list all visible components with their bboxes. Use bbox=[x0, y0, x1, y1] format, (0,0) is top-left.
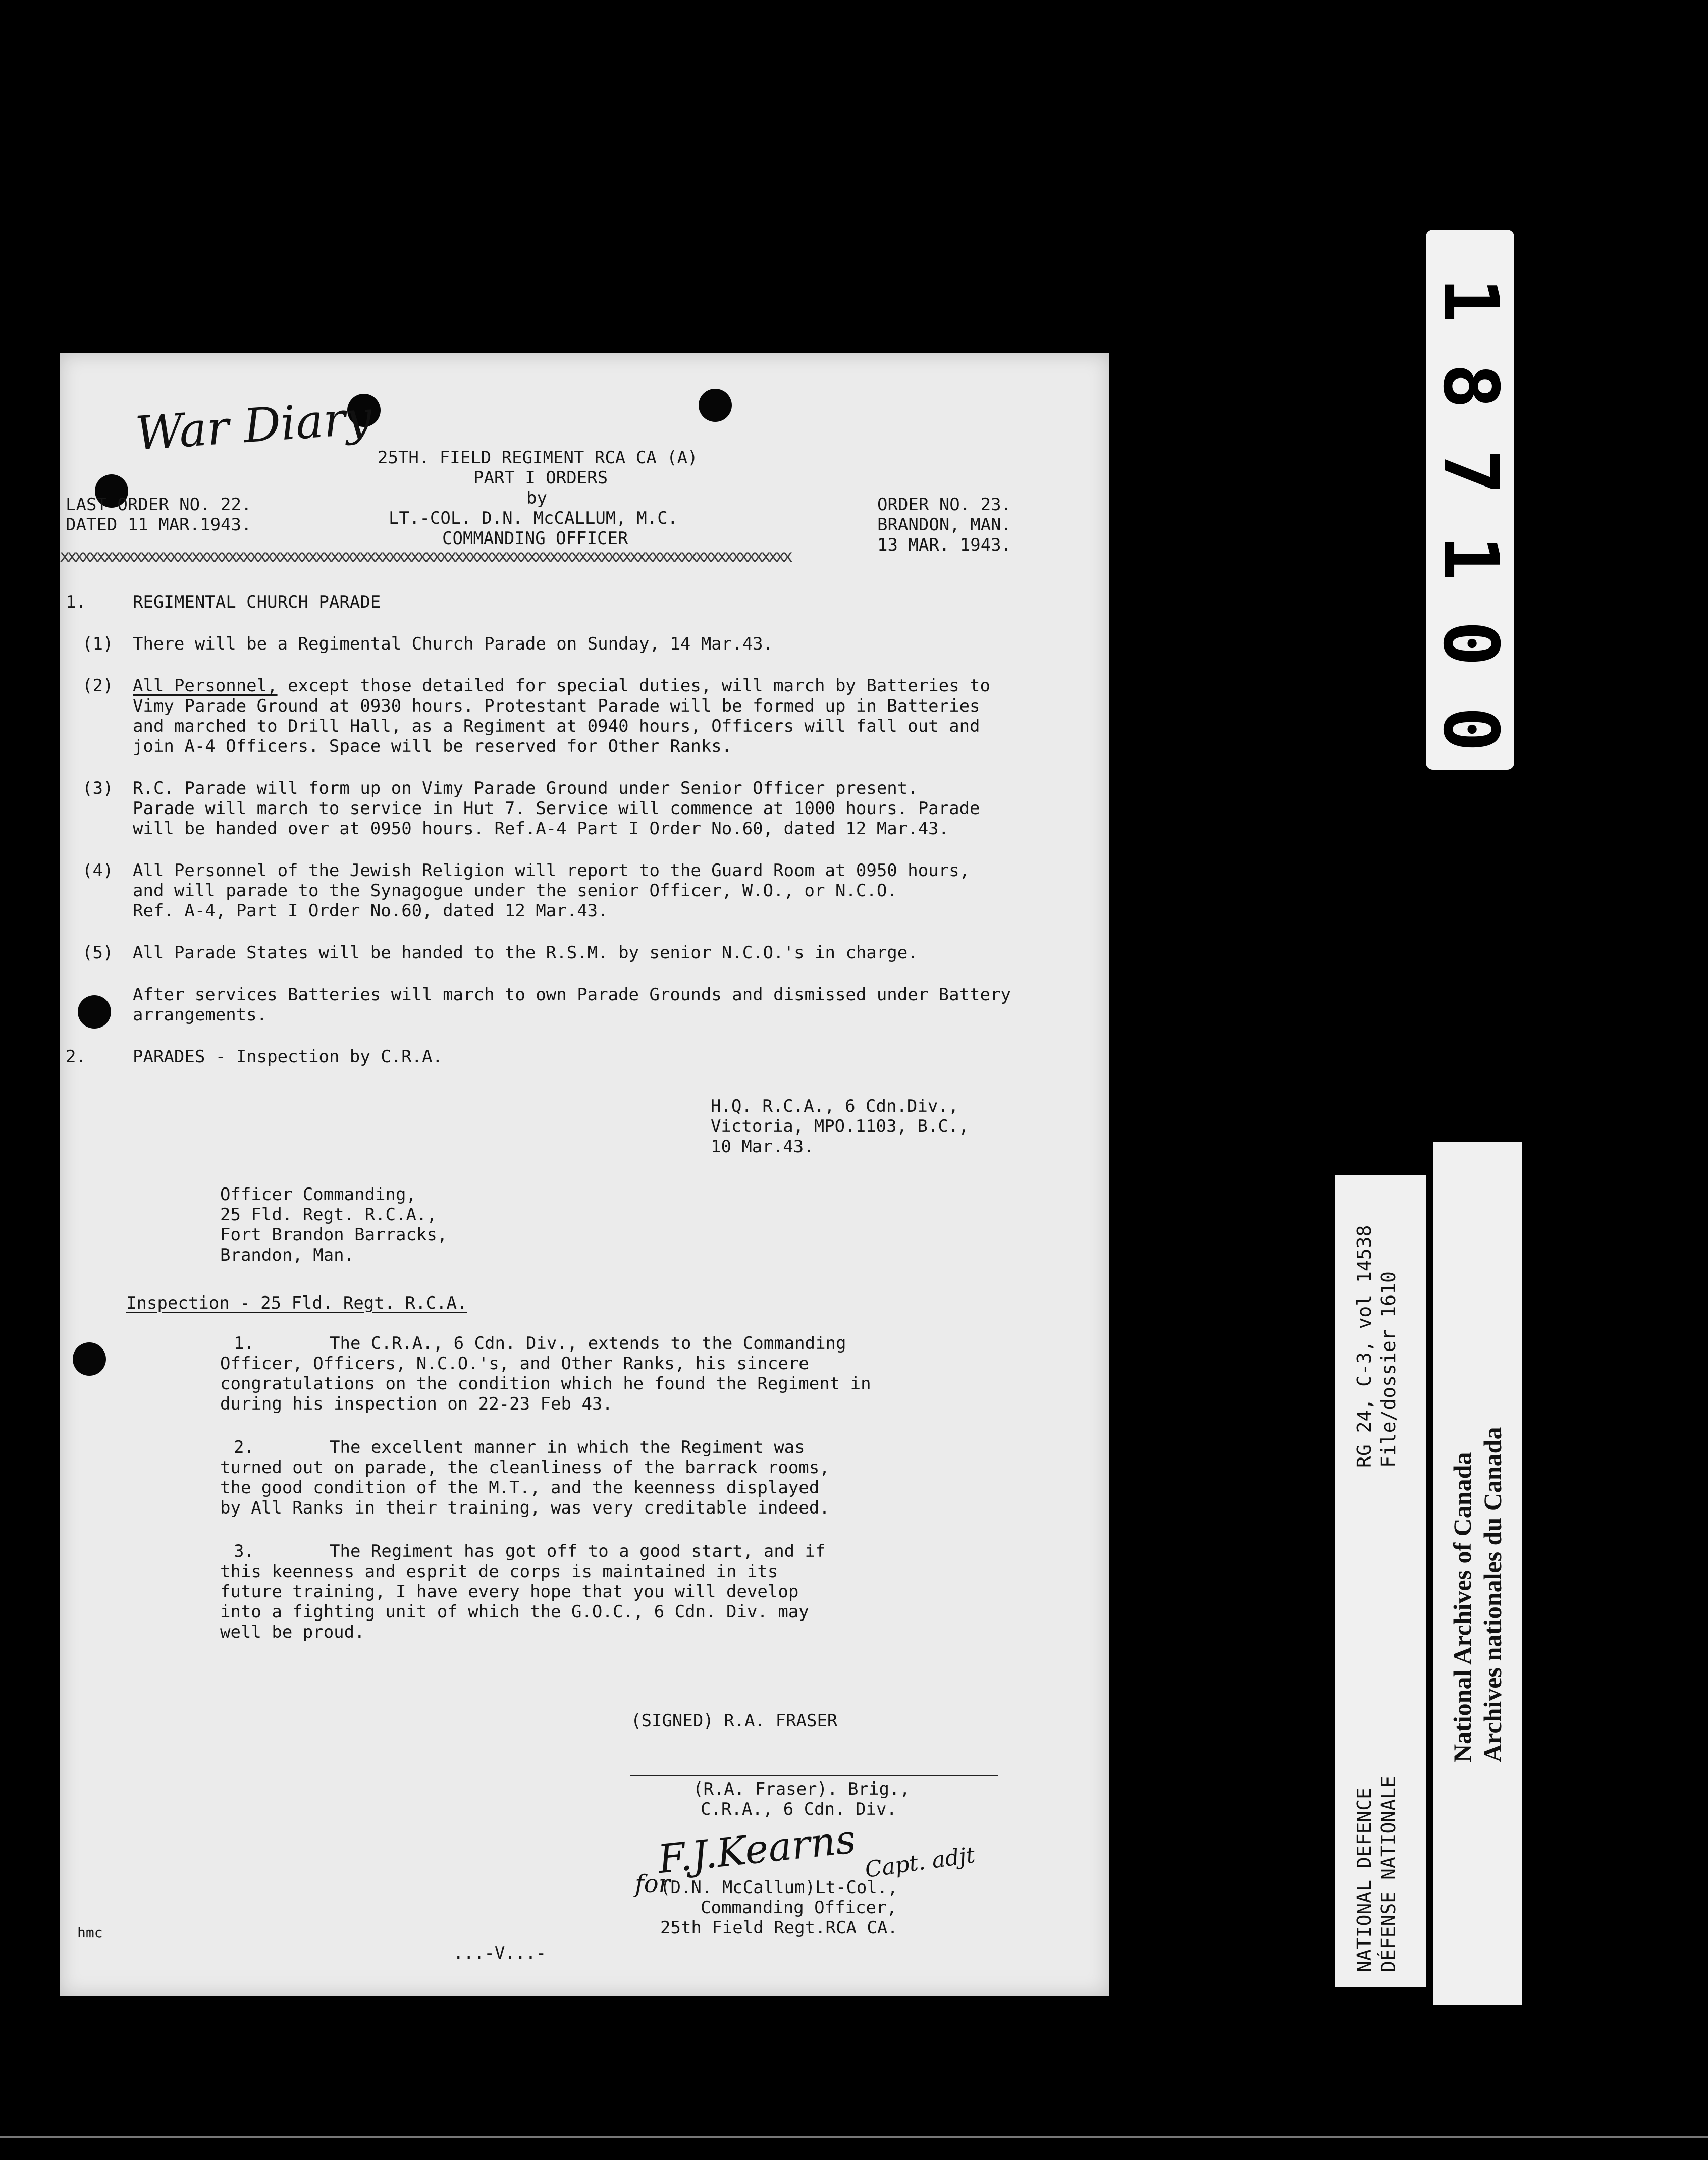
commander-signature-line: (D.N. McCallum)Lt-Col., bbox=[660, 1877, 898, 1898]
paragraph-line: The excellent manner in which the Regiment was bbox=[330, 1437, 805, 1457]
letter-from-line: 10 Mar.43. bbox=[711, 1137, 814, 1157]
item-text-line bbox=[133, 676, 990, 696]
paragraph-line: turned out on parade, the cleanliness of the barrack rooms, bbox=[220, 1457, 830, 1478]
paragraph-number: 3. bbox=[234, 1541, 254, 1561]
paragraph-number: 2. bbox=[234, 1437, 254, 1457]
section-number: 2. bbox=[66, 1047, 86, 1067]
last-order-date: DATED 11 MAR.1943. bbox=[66, 515, 252, 535]
letter-from-line: H.Q. R.C.A., 6 Cdn.Div., bbox=[711, 1096, 959, 1116]
handwritten-annotation: Capt. adjt bbox=[863, 1842, 977, 1883]
commander-name: LT.-COL. D.N. McCALLUM, M.C. bbox=[389, 508, 678, 528]
underlined-text: All Personnel, bbox=[133, 676, 278, 696]
letter-to-line: Brandon, Man. bbox=[220, 1245, 355, 1265]
item-number: (3) bbox=[82, 778, 114, 798]
paragraph-line: during his inspection on 22-23 Feb 43. bbox=[220, 1394, 613, 1414]
footer-mark: ...-V...- bbox=[453, 1943, 547, 1963]
paragraph-line: congratulations on the condition which he found the Regiment in bbox=[220, 1374, 871, 1394]
paragraph-line: the good condition of the M.T., and the keenness displayed bbox=[220, 1478, 820, 1498]
stamp-digit: 1 bbox=[1426, 534, 1514, 581]
item-text-line: will be handed over at 0950 hours. Ref.A-4 Part I Order No.60, dated 12 Mar.43. bbox=[133, 819, 949, 839]
separator-row: xxxxxxxxxxxxxxxxxxxxxxxxxxxxxxxxxxxxxxxxxxxxxxxxxxxxxxxxxxxxxxxxxxxxxxxxxxxxxxxxxxxxxxxxxxxxxxxxxxxx bbox=[60, 548, 790, 565]
typist-initials: hmc bbox=[77, 1924, 103, 1941]
paragraph-line: The Regiment has got off to a good start, and if bbox=[330, 1541, 826, 1561]
defence-label-line: DÉFENSE NATIONALE bbox=[1377, 1776, 1400, 1972]
paragraph-line: by All Ranks in their training, was very creditable indeed. bbox=[220, 1498, 830, 1518]
stamp-digit: 1 bbox=[1426, 277, 1514, 323]
handwritten-title: War Diary bbox=[133, 390, 373, 461]
item-number: (5) bbox=[82, 943, 114, 963]
paragraph-number: 1. bbox=[234, 1333, 254, 1354]
archives-name-line: Archives nationales du Canada bbox=[1478, 1427, 1507, 1762]
defence-label-line: NATIONAL DEFENCE bbox=[1353, 1787, 1375, 1972]
item-text-line: Ref. A-4, Part I Order No.60, dated 12 Mar.43. bbox=[133, 901, 608, 921]
item-text: except those detailed for special duties, will march by Batteries to bbox=[277, 676, 990, 696]
order-date: 13 MAR. 1943. bbox=[877, 535, 1012, 555]
stamp-digit: 0 bbox=[1426, 620, 1514, 667]
letter-to-line: 25 Fld. Regt. R.C.A., bbox=[220, 1205, 437, 1225]
item-text-line: Parade will march to service in Hut 7. Service will commence at 1000 hours. Parade bbox=[133, 798, 980, 819]
handwritten-signature: F.J.Kearns bbox=[656, 1816, 858, 1883]
item-text-line: arrangements. bbox=[133, 1005, 268, 1025]
item-text-line: and will parade to the Synagogue under the senior Officer, W.O., or N.C.O. bbox=[133, 881, 897, 901]
commander-role: COMMANDING OFFICER bbox=[442, 528, 628, 549]
section-heading: REGIMENTAL CHURCH PARADE bbox=[133, 592, 381, 612]
signed-line: (SIGNED) R.A. FRASER bbox=[631, 1711, 838, 1731]
paragraph-line: Officer, Officers, N.C.O.'s, and Other Ranks, his sincere bbox=[220, 1354, 809, 1374]
item-number: (4) bbox=[82, 860, 114, 881]
archives-name-line: National Archives of Canada bbox=[1448, 1452, 1476, 1762]
item-number: (1) bbox=[82, 634, 114, 654]
orders-title: PART I ORDERS bbox=[473, 468, 608, 488]
paragraph-line: future training, I have every hope that you will develop bbox=[220, 1582, 799, 1602]
paragraph-line: into a fighting unit of which the G.O.C., 6 Cdn. Div. may bbox=[220, 1602, 809, 1622]
frame-number-stamp bbox=[1426, 230, 1514, 770]
item-text-line: join A-4 Officers. Space will be reserved for Other Ranks. bbox=[133, 736, 732, 757]
stamp-digit: 0 bbox=[1426, 706, 1514, 752]
item-text-line: There will be a Regimental Church Parade on Sunday, 14 Mar.43. bbox=[133, 634, 774, 654]
by-label: by bbox=[526, 488, 547, 508]
stamp-digit: 7 bbox=[1426, 449, 1514, 495]
letter-subject: Inspection - 25 Fld. Regt. R.C.A. bbox=[126, 1293, 467, 1313]
letter-from-line: Victoria, MPO.1103, B.C., bbox=[711, 1116, 969, 1137]
item-text-line: All Parade States will be handed to the R.S.M. by senior N.C.O.'s in charge. bbox=[133, 943, 918, 963]
document-page bbox=[60, 353, 1109, 1996]
commander-signature-line: Commanding Officer, bbox=[701, 1898, 897, 1918]
archive-reference-label bbox=[1335, 1175, 1426, 1987]
signature-block-line: C.R.A., 6 Cdn. Div. bbox=[701, 1799, 897, 1819]
item-number: (2) bbox=[82, 676, 114, 696]
paragraph-line: well be proud. bbox=[220, 1622, 365, 1642]
stamp-digit: 8 bbox=[1426, 363, 1514, 409]
punch-hole bbox=[78, 995, 111, 1029]
archive-ref-line: RG 24, C-3, vol 14538 bbox=[1353, 1225, 1375, 1468]
item-text-line: and marched to Drill Hall, as a Regiment at 0940 hours, Officers will fall out and bbox=[133, 716, 980, 736]
letter-to-line: Fort Brandon Barracks, bbox=[220, 1225, 448, 1245]
signature-block-line: (R.A. Fraser). Brig., bbox=[693, 1779, 910, 1799]
signature-rule bbox=[630, 1775, 998, 1776]
order-place: BRANDON, MAN. bbox=[877, 515, 1012, 535]
letter-to-line: Officer Commanding, bbox=[220, 1184, 416, 1205]
item-text-line: After services Batteries will march to own Parade Grounds and dismissed under Battery bbox=[133, 985, 1011, 1005]
item-text-line: R.C. Parade will form up on Vimy Parade Ground under Senior Officer present. bbox=[133, 778, 918, 798]
bottom-border-line bbox=[0, 2136, 1708, 2138]
punch-hole bbox=[699, 389, 732, 422]
handwritten-for: for bbox=[635, 1870, 670, 1898]
regiment-title: 25TH. FIELD REGIMENT RCA CA (A) bbox=[378, 448, 698, 468]
commander-signature-line: 25th Field Regt.RCA CA. bbox=[660, 1918, 898, 1938]
archive-ref-line: File/dossier 1610 bbox=[1377, 1271, 1400, 1468]
punch-hole bbox=[73, 1342, 106, 1376]
paragraph-line: this keenness and esprit de corps is maintained in its bbox=[220, 1561, 778, 1582]
item-text-line: All Personnel of the Jewish Religion will report to the Guard Room at 0950 hours, bbox=[133, 860, 970, 881]
order-number: ORDER NO. 23. bbox=[877, 495, 1012, 515]
item-text-line: Vimy Parade Ground at 0930 hours. Protestant Parade will be formed up in Batteries bbox=[133, 696, 980, 716]
section-number: 1. bbox=[66, 592, 86, 612]
paragraph-line: The C.R.A., 6 Cdn. Div., extends to the Commanding bbox=[330, 1333, 846, 1354]
last-order-number: LAST ORDER NO. 22. bbox=[66, 495, 252, 515]
section-heading: PARADES - Inspection by C.R.A. bbox=[133, 1047, 443, 1067]
national-archives-label bbox=[1433, 1142, 1522, 2005]
